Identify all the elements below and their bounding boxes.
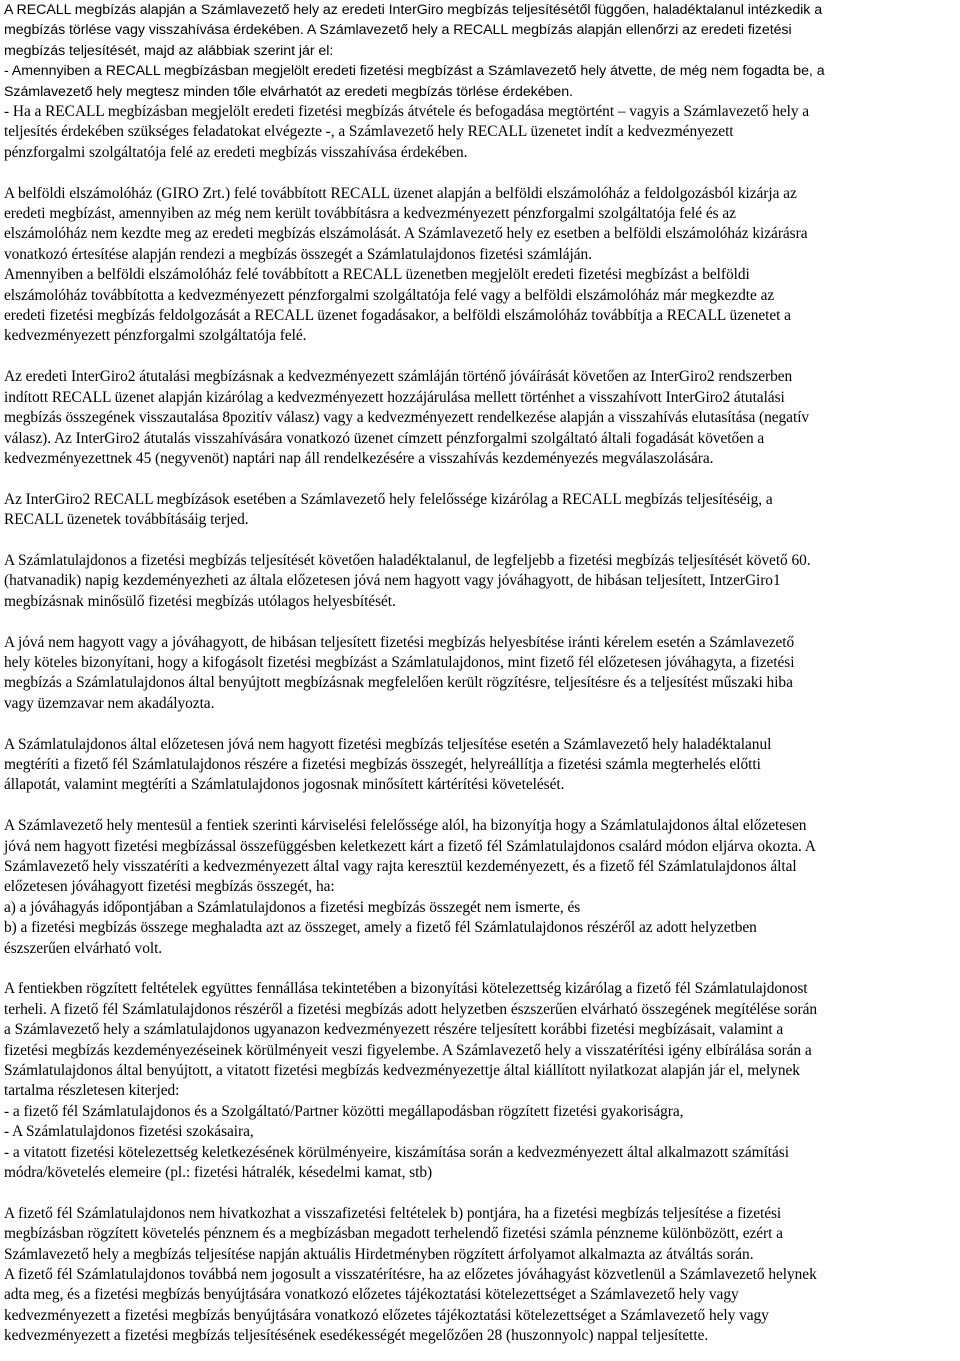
text-line: válasz). Az InterGiro2 átutalás visszahívására vonatkozó üzenet címzett pénzforgalmi szolgáltató általi fogadását követően a — [4, 429, 765, 447]
text-line: pénzforgalmi szolgáltatója felé az eredeti megbízás visszahívása érdekében. — [4, 143, 468, 161]
text-line: megbízás összegének visszautalása 8pozitív válasz) vagy a kedvezményezett rendelkezése alapján a visszahívás elutasítása (negatív — [4, 409, 810, 427]
paragraph — [4, 551, 956, 612]
text-line: megbízás a Számlatulajdonos által benyújtott megbízásnak megfelelően került rögzítésre, teljesítésre és a teljesítést műszaki hiba — [4, 674, 793, 692]
text-line: vonatkozó értesítése alapján rendezi a megbízás összegét a Számlatulajdonos fizetési számláján. — [4, 245, 592, 263]
text-line: terheli. A fizető fél Számlatulajdonos részéről a fizetési megbízás adott helyzetben észszerűen elvárható összegének megítélése során — [4, 1000, 817, 1018]
text-line: A fentiekben rögzített feltételek együttes fennállása tekintetében a bizonyítási kötelezettség kizárólag a fizető fél Számlatulajdonost — [4, 980, 808, 998]
paragraph — [4, 816, 956, 959]
text-line — [4, 0, 956, 20]
text-line: Az eredeti InterGiro2 átutalási megbízásnak a kedvezményezett számláján történő jóváírását követően az InterGiro2 rendszerben — [4, 368, 793, 386]
text-line: eredeti megbízást, amennyiben az még nem került továbbításra a kedvezményezett pénzforgalmi szolgáltatója felé és az — [4, 205, 736, 223]
text-segment: megbízás törlése vagy visszahívása érdekében. — [4, 22, 304, 39]
text-line — [4, 61, 956, 81]
text-line: - A Számlatulajdonos fizetési szokásaira, — [4, 1123, 254, 1141]
text-line: A fizető fél Számlatulajdonos továbbá nem jogosult a visszatérítésre, ha az előzetes jóváhagyást közvetlenül a Számlavezető helynek — [4, 1266, 817, 1284]
text-line: Az InterGiro2 RECALL megbízások esetében a Számlavezető hely felelőssége kizárólag a RECALL megbízás teljesítéséig, a — [4, 490, 773, 508]
text-line: A Számlatulajdonos által előzetesen jóvá nem hagyott fizetési megbízás teljesítése esetén a Számlavezető hely haladéktalanul — [4, 735, 772, 753]
text-segment: - Amennyiben a RECALL megbízásban megjelölt eredeti fizetési megbízást a Számlavezető hely átvette, de még nem fogadta be, a — [4, 63, 825, 80]
text-line: Számlatulajdonos által benyújtott, a vitatott fizetési megbízás kedvezményezettje által kiállított nyilatkozat alapján jár el, melynek — [4, 1062, 800, 1079]
paragraph — [4, 0, 956, 102]
text-line: kedvezményezett a fizetési megbízás teljesítésének esedékességét megelőzően 28 (huszonnyolc) nappal teljesítette. — [4, 1327, 709, 1345]
paragraph — [4, 490, 956, 531]
text-line: kedvezményezett a fizetési megbízás benyújtására vonatkozó előzetes tájékoztatási kötelezettséget a Számlavezető hely vagy — [4, 1306, 769, 1324]
text-line: adta meg, és a fizetési megbízás benyújtására vonatkozó előzetes tájékoztatási kötelezettséget a Számlavezető hely vagy — [4, 1286, 739, 1304]
text-line: megbízásnak minősülő fizetési megbízás utólagos helyesbítését. — [4, 592, 396, 610]
text-line: fizetési megbízás kezdeményezéseinek körülményeit veszi figyelembe. A Számlavezető hely a visszatérítési igény elbírálása során a — [4, 1041, 812, 1059]
text-line: - a fizető fél Számlatulajdonos és a Szolgáltató/Partner közötti megállapodásban rögzített fizetési gyakoriságra, — [4, 1102, 684, 1120]
text-line: kedvezményezett pénzforgalmi szolgáltatója felé. — [4, 327, 307, 345]
text-line: hely köteles bizonyítani, hogy a kifogásolt fizetési megbízást a Számlatulajdonos, mint fizető fél előzetesen jóváhagyta, a fizetési — [4, 653, 795, 671]
text-line: A Számlavezető hely mentesül a fentiek szerinti kárviselési felelőssége alól, ha bizonyítja hogy a Számlatulajdonos által előzetesen — [4, 817, 807, 835]
text-line: A jóvá nem hagyott vagy a jóváhagyott, de hibásan teljesített fizetési megbízás helyesbítése iránti kérelem esetén a Számlavezető — [4, 633, 795, 651]
text-line: megtéríti a fizető fél Számlatulajdonos részére a fizetési megbízás összegét, helyreállítja a fizetési számla megterhelés előtti — [4, 755, 761, 773]
text-line: Számlavezető hely visszatéríti a kedvezményezett által vagy rajta keresztül kezdeményezett, és a fizető fél Számlatulajdonos által — [4, 857, 797, 875]
text-line: tartalma részletesen kiterjed: — [4, 1082, 180, 1100]
text-line — [4, 41, 956, 61]
text-line: megbízásban rögzített követelés pénznem és a megbízásban megadott terhelendő fizetési számla pénzneme különbözött, ezért a — [4, 1225, 783, 1243]
text-line: a) a jóváhagyás időpontjában a Számlatulajdonos a fizetési megbízás összegét nem ismerte, és — [4, 898, 581, 916]
text-line: Számlavezető hely a megbízás teljesítése napján aktuális Hirdetményben rögzített árfolyamot alkalmazta az átváltás során. — [4, 1245, 754, 1263]
text-line: elszámolóház nem kezdte meg az eredeti megbízás elszámolását. A Számlavezető hely ez esetben a belföldi elszámolóház kizárásra — [4, 225, 808, 243]
paragraph — [4, 1265, 956, 1347]
paragraph — [4, 633, 956, 715]
text-line: kedvezményezettnek 45 (negyvenöt) naptári nap áll rendelkezésére a visszahívás kezdeményezés megválaszolására. — [4, 449, 714, 467]
text-line: A belföldi elszámolóház (GIRO Zrt.) felé továbbított RECALL üzenet alapján a belföldi elszámolóház a feldolgozásból kizárja az — [4, 184, 797, 202]
text-line: - Ha a RECALL megbízásban megjelölt eredeti fizetési megbízás átvétele és befogadása megtörtént – vagyis a Számlavezető hely a — [4, 103, 810, 121]
text-segment: A Számlavezető hely a RECALL megbízás alapján ellenőrzi az eredeti fizetési — [303, 22, 792, 39]
text-line: elszámolóház továbbította a kedvezményezett pénzforgalmi szolgáltatója felé vagy a belföldi elszámolóház már megkezdte az — [4, 286, 775, 304]
text-line: b) a fizetési megbízás összege meghaladta azt az összeget, amely a fizető fél Számlatulajdonos részéről az adott helyzetben — [4, 919, 757, 937]
text-line: jóvá nem hagyott fizetési megbízással összefüggésben keletkezett kárt a fizető fél Számlatulajdonos csalárd módon eljárva okozta. A — [4, 837, 816, 855]
text-line: vagy üzemzavar nem akadályozta. — [4, 694, 215, 712]
text-line — [4, 20, 956, 40]
text-line: - a vitatott fizetési kötelezettség keletkezésének körülményeire, kiszámítása során a kedvezményezett által alkalmazott számítási — [4, 1143, 789, 1161]
text-line: teljesítés érdekében szükséges feladatokat elvégezte -, a Számlavezető hely RECALL üzenetet indít a kedvezményezett — [4, 123, 734, 141]
text-segment: megbízás teljesítését, majd az alábbiak szerint jár el: — [4, 42, 334, 59]
text-line: a Számlavezető hely a számlatulajdonos ugyanazon kedvezményezett részére teljesített korábbi fizetési megbízásait, valamint a — [4, 1021, 784, 1039]
text-line: állapotát, valamint megtéríti a Számlatulajdonos jogosnak minősített kártérítési követelését. — [4, 776, 565, 794]
text-segment: Számlavezető hely megtesz minden tőle elvárhatót az eredeti megbízás törlése érdekében. — [4, 83, 573, 100]
paragraph — [4, 1204, 956, 1265]
text-line: előzetesen jóváhagyott fizetési megbízás összegét, ha: — [4, 878, 335, 896]
paragraph — [4, 367, 956, 469]
paragraph — [4, 979, 956, 1183]
text-line: (hatvanadik) napig kezdeményezheti az általa előzetesen jóvá nem hagyott vagy jóváhagyott, de hibásan teljesített, IntzerGiro1 — [4, 572, 781, 590]
text-line: módra/követelés elemeire (pl.: fizetési hátralék, késedelmi kamat, stb) — [4, 1164, 433, 1182]
text-line: észszerűen elvárható volt. — [4, 939, 163, 957]
text-line: RECALL üzenetek továbbításáig terjed. — [4, 511, 249, 529]
text-line: Amennyiben a belföldi elszámolóház felé továbbított a RECALL üzenetben megjelölt eredeti fizetési megbízást a belföldi — [4, 266, 750, 284]
paragraph — [4, 102, 956, 163]
paragraph — [4, 184, 956, 347]
paragraph — [4, 735, 956, 796]
text-line — [4, 82, 956, 102]
text-line: eredeti fizetési megbízás feldolgozását a RECALL üzenet fogadásakor, a belföldi elszámolóház továbbítja a RECALL üzenetet a — [4, 307, 791, 325]
text-segment: A RECALL megbízás alapján a Számlavezető hely az eredeti InterGiro megbízás teljesítésétől függően, haladéktalanul intézkedik a — [4, 2, 823, 18]
text-line: A Számlatulajdonos a fizetési megbízás teljesítését követően haladéktalanul, de legfeljebb a fizetési megbízás teljesítését követő 60. — [4, 551, 811, 569]
text-line: indított RECALL üzenet alapján kizárólag a kedvezményezett hozzájárulása mellett történhet a visszahívott InterGiro2 átutalási — [4, 388, 785, 406]
text-line: A fizető fél Számlatulajdonos nem hivatkozhat a visszafizetési feltételek b) pontjára, ha a fizetési megbízás teljesítése a fizetési — [4, 1204, 782, 1222]
